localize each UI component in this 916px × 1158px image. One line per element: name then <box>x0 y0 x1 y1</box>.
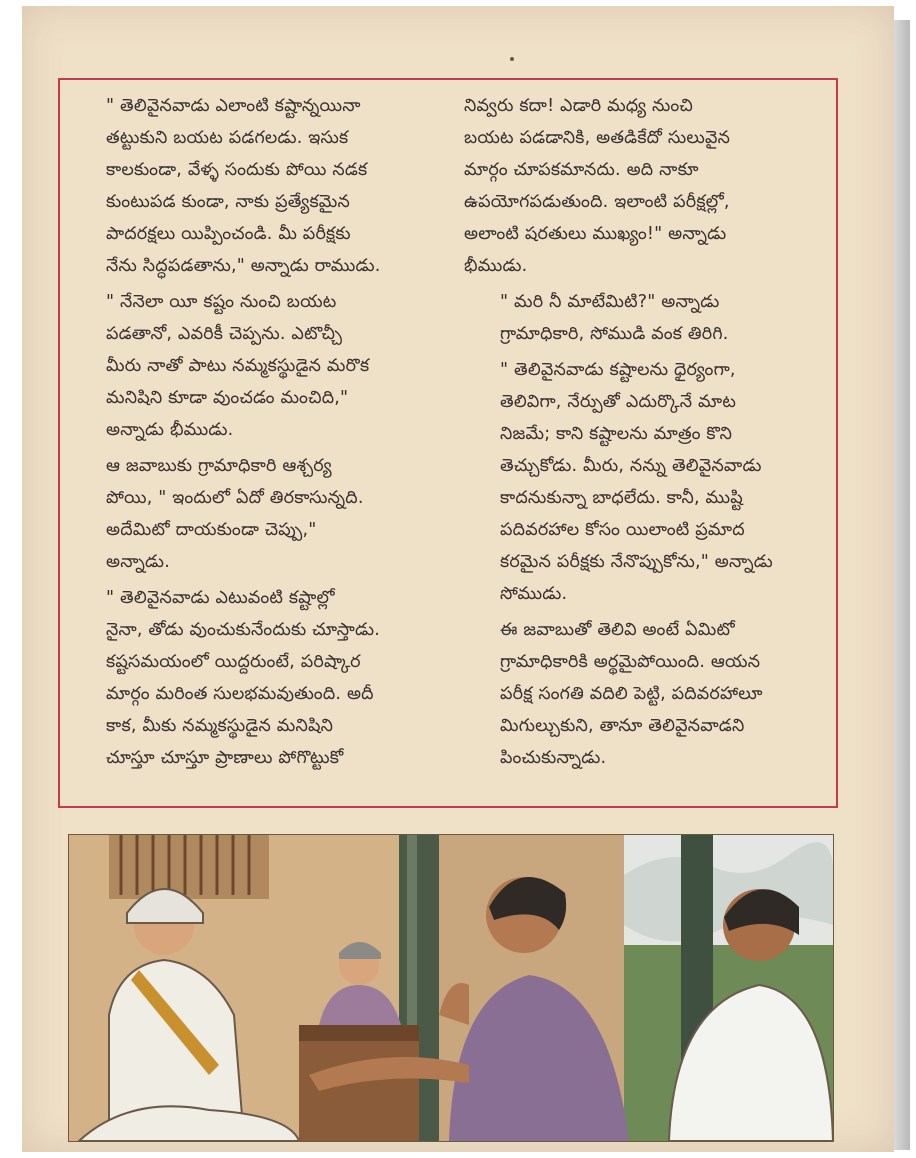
text-line: అదేమిటో దాయకుండా చెప్పు," <box>106 520 317 540</box>
paragraph <box>70 582 446 774</box>
text-line: కష్టసమయంలో యిద్దరుంటే, పరిష్కార <box>106 652 361 672</box>
text-line: బయట పడడానికి, అతడికేదో సులువైన <box>464 128 731 148</box>
text-line: " మరి నీ మాటేమిటి?" అన్నాడు <box>500 292 720 312</box>
left-column <box>70 90 446 778</box>
text-line: తెలివిగా, నేర్పుతో ఎదుర్కొనే మాట <box>500 392 737 412</box>
text-line: " నేనెలా యీ కష్టం నుంచి బయట <box>106 292 337 312</box>
text-frame <box>58 78 838 808</box>
paragraph <box>70 286 446 446</box>
text-line: సోముడు. <box>500 584 568 604</box>
text-line: తట్టుకుని బయట పడగలడు. ఇసుక <box>106 128 349 148</box>
paragraph <box>70 450 446 578</box>
page-edge <box>894 20 910 1150</box>
text-line: కాలకుండా, వేళ్ళ సందుకు పోయి నడక <box>106 160 368 180</box>
text-line: నైనా, తోడు వుంచుకునేందుకు చూస్తాడు. <box>106 620 380 640</box>
text-line: అలాంటి షరతులు ముఖ్యం!" అన్నాడు <box>464 224 727 244</box>
right-column <box>464 90 824 778</box>
text-line: మనిషిని కూడా వుంచడం మంచిది," <box>106 388 349 408</box>
text-line: మార్గం మరింత సులభమవుతుంది. అదీ <box>106 684 374 704</box>
text-line: ఉపయోగపడుతుంది. ఇలాంటి పరీక్షల్లో, <box>464 192 730 212</box>
text-line: గ్రామాధికారికి అర్థమైపోయింది. ఆయన <box>500 652 761 672</box>
text-line: పాదరక్షలు యిప్పించండి. మీ పరీక్షకు <box>106 224 351 244</box>
text-line: పదివరహాల కోసం యిలాంటి ప్రమాద <box>500 520 745 540</box>
text-line: " తెలివైనవాడు ఎటువంటి కష్టాల్లో <box>106 588 335 608</box>
text-line: అన్నాడు భీముడు. <box>106 420 234 440</box>
text-line: ఆ జవాబుకు గ్రామాధికారి ఆశ్చర్య <box>106 456 332 476</box>
text-line: గ్రామాధికారి, సోముడి వంక తిరిగి. <box>500 324 729 344</box>
text-line: పరీక్ష సంగతి వదిలి పెట్టి, పదివరహాలూ <box>500 684 763 704</box>
text-line: " తెలివైనవాడు కష్టాలను ధైర్యంగా, <box>500 360 736 380</box>
paragraph <box>464 614 824 774</box>
text-line: " తెలివైనవాడు ఎలాంటి కష్టాన్నయినా <box>106 96 361 116</box>
text-line: పించుకున్నాడు. <box>500 748 607 768</box>
text-line: పోయి, " ఇందులో ఏదో తిరకాసున్నది. <box>106 488 364 508</box>
paragraph <box>70 90 446 282</box>
paragraph <box>464 354 824 610</box>
text-line: నేను సిద్ధపడతాను," అన్నాడు రాముడు. <box>106 256 381 276</box>
text-line: నిజమే; కాని కష్టాలను మాత్రం కొని <box>500 424 733 444</box>
text-line: నివ్వరు కదా! ఎడారి మధ్య నుంచి <box>464 96 694 116</box>
text-line: కుంటుపడ కుండా, నాకు ప్రత్యేకమైన <box>106 192 350 212</box>
text-line: మార్గం చూపకమానదు. అది నాకూ <box>464 160 699 180</box>
text-line: మిగుల్చుకుని, తానూ తెలివైనవాడని <box>500 716 745 736</box>
text-line: చూస్తూ చూస్తూ ప్రాణాలు పోగొట్టుకో <box>106 748 344 768</box>
text-line: ఈ జవాబుతో తెలివి అంటే ఏమిటో <box>500 620 735 640</box>
text-line: అన్నాడు. <box>106 552 170 572</box>
page-mark <box>510 57 514 61</box>
story-illustration <box>68 834 834 1142</box>
text-line: కాదనుకున్నా బాధలేదు. కానీ, ముష్టి <box>500 488 743 508</box>
text-line: కరమైన పరీక్షకు నేనొప్పుకోను," అన్నాడు <box>500 552 773 572</box>
text-line: కాక, మీకు నమ్మకస్థుడైన మనిషిని <box>106 716 334 736</box>
paragraph <box>464 286 824 350</box>
paragraph <box>464 90 824 282</box>
text-line: భీముడు. <box>464 256 528 276</box>
text-line: పడతానో, ఎవరికీ చెప్పను. ఎటొచ్చీ <box>106 324 343 344</box>
text-line: మీరు నాతో పాటు నమ్మకస్థుడైన మరొక <box>106 356 370 376</box>
text-line: తెచ్చుకోడు. మీరు, నన్ను తెలివైనవాడు <box>500 456 762 476</box>
